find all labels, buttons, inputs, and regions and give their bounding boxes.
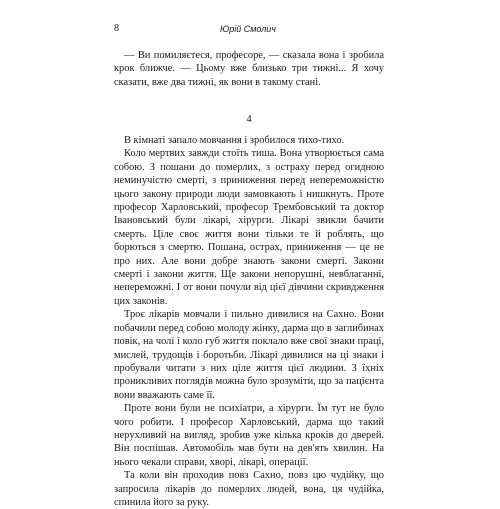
paragraph: Троє лікарів мовчали і пильно дивилися на Сахно. Вони побачили перед собою молоду жінку, дарма що в заглибинах повік, на чолі і коло губ життя поклало вже свої знаки праці, мислей, трудощів і боротьби. Лікарі дивилися на ці знаки і пробували читати з них ціле життя цієї людини. З їхніх проникливих поглядів можна було зрозуміти, що за пацієнта вони вважають саме її. bbox=[114, 309, 384, 401]
page-number: 8 bbox=[114, 23, 119, 34]
paragraph: Проте вони були не психіатри, а хірурги. Їм тут не було чого робити. І професор Харловський, дарма що такий неpухливий на вигляд, зробив уже кілька кроків до дверей. Він поспішав. Автомобіль мав бути на дев'ять хвилин. На нього чекали справи, хворі, лікарі, операції. bbox=[114, 403, 384, 468]
running-head-author: Юрій Смолич bbox=[220, 24, 276, 34]
preceding-text bbox=[114, 49, 384, 89]
chapter-text bbox=[114, 134, 384, 509]
paragraph: В кімнаті запало мовчання і зробилося тихо-тихо. bbox=[124, 135, 345, 146]
paragraph: — Ви помиляєтеся, професоре, — сказала вона і зробила крок ближче. — Цьому вже близько три тижні... Я хочу сказати, вже два тижні, як вони в такому стані. bbox=[114, 50, 384, 88]
paragraph: Коло мертвих завжди стоїть тиша. Вона утворюється сама собою. З пошани до померлих, з остраху перед огидною неминучістю смерті, з приниження перед непереможністю цього закону природи люди замовкають і нишкнуть. Проте професор Харловський, професор Трембовський та доктор Івановський були лікарі, хірурги. Лікарі звикли бачити смерть. Ціле своє життя вони тільки те й роблять, що борються з смертю. Пошана, острах, приниження — це не про них. Але вони добре знають закони смерті. Закони смерті і закони життя. Ще закони непорушні, невблаганні, непереможні. І от вони почули від цієї дівчини скривдження цих законів. bbox=[114, 148, 384, 307]
paragraph: Та коли він проходив повз Сахно, повз цю чудійку, що запросила лікарів до померлих людей, вона, ця чудійка, спинила його за руку. bbox=[114, 470, 384, 508]
page-header bbox=[114, 22, 382, 36]
chapter-number: 4 bbox=[246, 114, 252, 125]
